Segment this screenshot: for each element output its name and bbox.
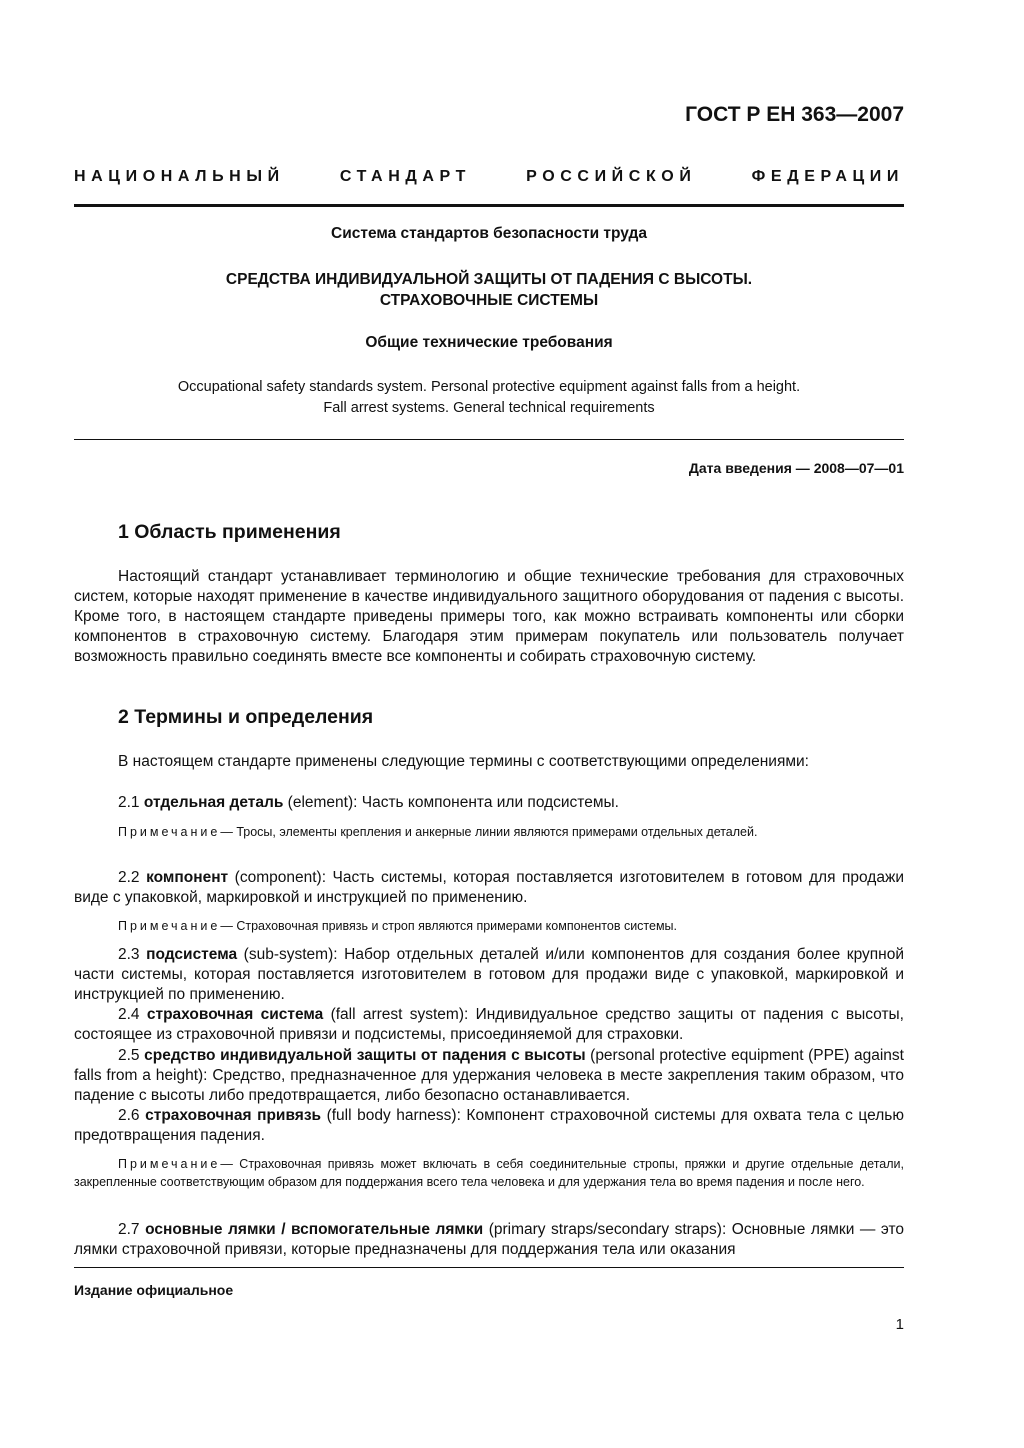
term-definition: (primary straps/secondary straps): Основные лямки — это лямки страховочной привязи, которые предназначены для поддержания тела или оказания	[74, 1221, 904, 1258]
term-name: страховочная система	[146, 1006, 324, 1023]
header-divider	[74, 204, 904, 207]
note-text: — Тросы, элементы крепления и анкерные линии являются примерами отдельных деталей.	[220, 825, 758, 839]
term-definition: (component): Часть системы, которая поставляется изготовителем в готовом для продажи виде с упаковкой, маркировкой и инструкцией по применению.	[74, 869, 904, 906]
scope-paragraph: Настоящий стандарт устанавливает терминологию и общие технические требования для страховочных систем, которые находят применение в качестве индивидуального защитного оборудования от падения с высоты. Кроме того, в настоящем стандарте приведены примеры того, как можно встраивать компоненты или сборки компонентов в страховочную систему. Благодаря этим примерам покупатель или пользователь получает возможность правильно соединять вместе все компоненты и собирать страховочную систему.	[74, 568, 904, 665]
terms-intro: В настоящем стандарте применены следующие термины с соответствующими определениями:	[118, 753, 809, 770]
note-label: Примечание	[118, 825, 221, 839]
english-title	[74, 377, 904, 419]
section-heading: 2 Термины и определения	[118, 706, 374, 728]
term-number: 2.3	[118, 946, 140, 963]
term-entry	[74, 1005, 904, 1045]
term-name: страховочная привязь	[145, 1107, 322, 1124]
term-name: подсистема	[146, 946, 238, 963]
term-name: компонент	[146, 869, 229, 886]
subtitle: Общие технические требования	[365, 334, 613, 351]
banner-word: РОССИЙСКОЙ	[526, 168, 697, 185]
term-name: средство индивидуальной защиты от падения с высоты	[144, 1047, 586, 1064]
term-entry	[74, 868, 904, 908]
edition-label: Издание официальное	[74, 1282, 234, 1298]
main-title-line: СТРАХОВОЧНЫЕ СИСТЕМЫ	[379, 292, 599, 309]
standard-code: ГОСТ Р ЕН 363—2007	[685, 103, 904, 126]
term-name: отдельная деталь	[143, 794, 284, 811]
term-definition: (personal protective equipment (PPE) against falls from a height): Средство, предназначенное для удержания человека в месте закрепления таким образом, что падение с высоты либо предотвращается, либо безопасно останавливается.	[74, 1047, 904, 1104]
term-name: основные лямки / вспомогательные лямки	[145, 1221, 484, 1238]
section-heading: 1 Область применения	[118, 521, 341, 543]
title-divider	[74, 439, 904, 440]
term-entry	[74, 1106, 904, 1146]
main-title	[74, 269, 904, 311]
note	[74, 917, 904, 935]
term-number: 2.5	[118, 1047, 140, 1064]
term-definition: (sub-system): Набор отдельных деталей и/или компонентов для создания более крупной части системы, которая поставляется изготовителем в готовом для продажи виде с упаковкой, маркировкой и инструкцией по применению.	[74, 946, 904, 1003]
footer-divider	[74, 1267, 904, 1268]
term-definition: (fall arrest system): Индивидуальное средство защиты от падения с высоты, состоящее из страховочной привязи и подсистемы, присоединяемой для страховки.	[74, 1006, 904, 1043]
system-title: Система стандартов безопасности труда	[331, 225, 647, 242]
term-entry	[74, 1046, 904, 1106]
term-entry	[74, 1220, 904, 1260]
banner-word: ФЕДЕРАЦИИ	[751, 168, 904, 185]
english-title-line: Occupational safety standards system. Personal protective equipment against falls from a height.	[177, 379, 801, 395]
term-number: 2.1	[118, 794, 140, 811]
term-definition: (full body harness): Компонент страховочной системы для охвата тела с целью предотвращения падения.	[74, 1107, 904, 1144]
banner-word: НАЦИОНАЛЬНЫЙ	[74, 168, 285, 185]
page-number: 1	[895, 1316, 904, 1333]
term-entry	[74, 945, 904, 1005]
note-label: Примечание	[118, 1157, 221, 1171]
note	[74, 1155, 904, 1191]
banner-word: СТАНДАРТ	[339, 168, 471, 185]
term-entry	[74, 793, 904, 813]
term-number: 2.2	[118, 869, 140, 886]
english-title-line: Fall arrest systems. General technical requirements	[323, 400, 655, 416]
national-standard-banner	[74, 168, 904, 186]
term-number: 2.4	[118, 1006, 140, 1023]
term-number: 2.7	[118, 1221, 140, 1238]
term-definition: (element): Часть компонента или подсистемы.	[283, 794, 619, 811]
note	[74, 823, 904, 841]
note-text: — Страховочная привязь и строп являются примерами компонентов системы.	[220, 919, 678, 933]
main-title-line: СРЕДСТВА ИНДИВИДУАЛЬНОЙ ЗАЩИТЫ ОТ ПАДЕНИЯ С ВЫСОТЫ.	[225, 271, 753, 288]
term-number: 2.6	[118, 1107, 140, 1124]
note-text: — Страховочная привязь может включать в себя соединительные стропы, пряжки и другие отдельные детали, закрепленные соответствующим образом для поддержания всего тела человека и для удержания тела во время падения и после него.	[74, 1157, 904, 1189]
introduction-date: Дата введения — 2008—07—01	[688, 460, 904, 476]
note-label: Примечание	[118, 919, 221, 933]
